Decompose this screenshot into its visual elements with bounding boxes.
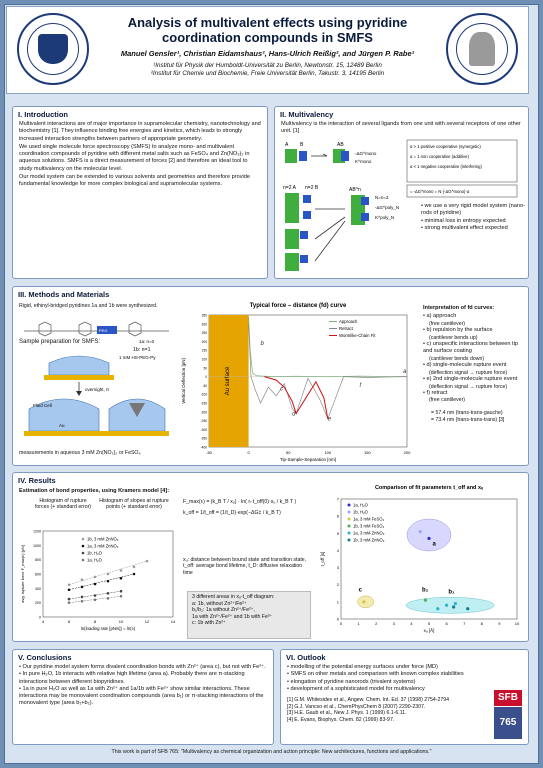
fd-annotation: a xyxy=(403,369,407,376)
k-poly: K^poly_N xyxy=(375,215,395,220)
methods-heading: III. Methods and Materials xyxy=(18,290,110,299)
conclusions-heading: V. Conclusions xyxy=(18,653,72,662)
rf-x-tick: 6 xyxy=(67,619,71,624)
fd-chart-svg xyxy=(179,297,417,463)
multi-heading: II. Multivalency xyxy=(280,110,334,119)
area-c: c: 1b with Zn²⁺ xyxy=(192,620,226,627)
sample-preparation-diagram xyxy=(19,349,179,441)
interp-item: • e) 2nd single-molecule rupture event xyxy=(423,376,527,383)
rf-data-point xyxy=(107,597,110,600)
sample-heading: Sample preparation for SMFS: xyxy=(19,339,101,345)
rf-y-tick: 400 xyxy=(35,586,41,591)
fp-data-point xyxy=(454,602,457,605)
rf-y-tick: 600 xyxy=(35,572,41,577)
area-b-region xyxy=(406,597,494,613)
fd-y-tick: -300 xyxy=(200,427,207,432)
fp-y-tick: 1 xyxy=(336,599,339,605)
dg-relation: = -ΔG^mono = N·(-ΔG^mono)·α xyxy=(410,189,470,194)
fp-data-point xyxy=(419,530,422,533)
fit-parameter-chart xyxy=(317,479,525,639)
interp-sub: (free cantilever) xyxy=(429,320,466,327)
fp-x-tick: 1 xyxy=(357,621,360,626)
fd-y-label: Vertical Deflection [pN] xyxy=(181,358,186,404)
fd-y-tick: 100 xyxy=(201,357,207,362)
rf-y-tick: 800 xyxy=(35,558,41,563)
outlook-section xyxy=(280,649,529,745)
fp-x-tick: 3 xyxy=(392,621,395,626)
fd-y-tick: -200 xyxy=(200,410,207,415)
n1-label: 1b: n=1 xyxy=(133,347,151,353)
affiliations xyxy=(102,62,433,78)
interp-list xyxy=(423,313,527,404)
fp-area-annotation: c xyxy=(358,587,362,594)
poster-header xyxy=(6,6,529,94)
fp-legend-marker xyxy=(348,504,351,507)
fd-y-tick: 350 xyxy=(201,313,207,318)
fd-legend-label: Retract xyxy=(339,326,353,331)
reference: [1] G.M. Whitesides et al., Angew. Chem. Int. Ed. 37 (1998) 2754-2794 xyxy=(287,697,450,704)
fluid-cell-label: Fluid Cell xyxy=(33,403,52,408)
area-b-cont: 1a with Zn²⁺/Fe²⁺ and 1b with Fe²⁺ xyxy=(192,613,273,620)
rigid-text: Rigid, ethinyl-bridged pyridines 1a and 1b were synthesized. xyxy=(19,303,158,309)
kramers-equations xyxy=(183,499,311,557)
fd-annotation: d xyxy=(292,411,296,418)
rf-legend-marker xyxy=(82,538,85,541)
fp-data-point xyxy=(436,607,439,610)
coop-positive: α > 1 positive cooperative (synergetic) xyxy=(410,144,481,149)
conclusion-item: • In pure H₂O, 1b interacts with relative high lifetime (area a). Probably there are π-stacking interactions between different biopyridines. xyxy=(19,671,267,686)
fd-x-tick: 100 xyxy=(324,450,332,455)
intro-paragraph-1: Multivalent interactions are of major importance in supramolecular chemistry, nanotechnology and biochemistry [1]. They influence binding free energies and kinetics, which leads to strongly increased interaction strengths between partners of appropriate geometry. xyxy=(19,121,261,142)
peg-label: 1 mM HS-PEG-Py xyxy=(119,355,156,360)
rf-legend-marker xyxy=(82,559,85,562)
outlook-item: • elongation of pyridine nanorods (trivalent systems) xyxy=(287,679,522,686)
sfb-logo-top: SFB xyxy=(494,690,522,706)
fd-y-tick: 250 xyxy=(201,331,207,336)
fp-x-tick: 4 xyxy=(410,621,413,626)
fp-x-label: xᵤ [Å] xyxy=(423,628,435,633)
coop-negative: α < 1 negative cooperative (interfering) xyxy=(410,164,482,169)
equation-2: k_off = 1/t_off = (1/t_D)·exp(−ΔG‡ / k_B T) xyxy=(183,509,281,516)
label-a: A xyxy=(285,142,289,148)
fp-y-tick: 5 xyxy=(336,530,339,536)
fd-annotation: b xyxy=(260,340,264,347)
areas-title: 3 different areas in xᵤ-t_off diagram: xyxy=(192,594,275,600)
interp-title: Interpretation of fd curves: xyxy=(423,305,495,311)
multi-bullets xyxy=(415,203,527,232)
fp-chart-title: Comparison of fit parameters t_off and xᵤ xyxy=(374,485,484,491)
fd-y-tick: -50 xyxy=(202,383,207,388)
authors: Manuel Gensler¹, Christian Eidamshaus², Hans-Ulrich Reißig², and Jürgen P. Rabe¹ xyxy=(120,49,415,58)
monovalent-scheme xyxy=(285,149,349,163)
hist1-label: Histogram of rupture forces (+ standard error) xyxy=(34,498,92,511)
rf-legend-marker xyxy=(82,545,85,548)
fd-legend-label: Wormlike-Chain Fit xyxy=(339,333,376,338)
rf-y-label: avg. rupture force F_max(rₗ) [pN] xyxy=(20,545,25,603)
fd-legend-label: Approach xyxy=(339,319,358,324)
multi-bullet: • minimal loss in entropy expected xyxy=(421,218,527,225)
rf-x-tick: 8 xyxy=(93,619,97,624)
multi-bullet: • we use a very rigid model system (nano-rods of pyridine) xyxy=(421,203,527,218)
fd-x-tick: 50 xyxy=(285,450,291,455)
references xyxy=(281,693,486,723)
fp-x-tick: 5 xyxy=(427,621,431,626)
fp-y-tick: 7 xyxy=(336,496,339,502)
fd-annotation: e xyxy=(327,416,332,423)
fp-x-tick: 10 xyxy=(514,621,520,626)
fp-legend-label: 1a, H₂O xyxy=(353,502,368,508)
interpretation-panel xyxy=(423,305,527,423)
interp-sub: (cantilever bends down) xyxy=(429,355,485,362)
rf-y-tick: 0 xyxy=(39,615,41,620)
affiliation-2: ²Institut für Chemie und Biochemie, Freie Universität Berlin, Takustr. 3, 14195 Berlin xyxy=(150,70,385,77)
results-heading: IV. Results xyxy=(18,476,56,485)
fd-y-tick: -250 xyxy=(200,419,207,424)
fd-y-tick: 300 xyxy=(201,322,207,327)
fp-data-point xyxy=(424,599,427,602)
rf-x-tick: 12 xyxy=(144,619,150,624)
conclusions-list xyxy=(13,664,273,708)
fp-legend-label: 1a, 3 mM FeSO₄ xyxy=(353,516,385,522)
fd-series-line xyxy=(249,317,407,377)
fp-legend-marker xyxy=(348,525,351,528)
dg-mono: -ΔG^mono xyxy=(355,151,377,156)
fd-series-line xyxy=(264,377,327,419)
outlook-list xyxy=(281,664,528,693)
outlook-item: • SMFS on other metals and comparison with known complex stabilities xyxy=(287,671,522,678)
fd-y-tick: 50 xyxy=(203,366,207,371)
results-section xyxy=(12,472,529,642)
interp-item: • f) retract xyxy=(423,390,527,397)
au-label: Au xyxy=(59,423,65,428)
label-n-b: n=2 B xyxy=(305,185,319,191)
fp-legend-label: 1a, 3 mM ZnNO₃ xyxy=(353,530,385,536)
fp-legend-label: 1b, 3 mM ZnNO₃ xyxy=(353,537,385,543)
fd-x-tick: -50 xyxy=(206,450,212,455)
introduction-section xyxy=(12,106,268,279)
intro-paragraph-3: Our model system can be extended to various solvents and geometries and therefore provide fundamental knowledge for more complex biological and supramolecular systems. xyxy=(19,174,251,188)
rf-data-point xyxy=(146,560,149,563)
interp-sub: (deflection signal → rupture force) xyxy=(429,369,508,376)
kramers-text: Estimation of bond properties, using Kramers model [4]: xyxy=(19,488,170,494)
rf-y-tick: 1200 xyxy=(33,529,41,534)
fd-chart xyxy=(179,297,417,463)
area-b: b₁/b₂: 1a without Zn²⁺/Fe²⁺, xyxy=(192,607,255,614)
fp-y-tick: 3 xyxy=(336,565,339,571)
fp-y-label: t_off [s] xyxy=(320,551,325,567)
rf-legend-label: 1b, 3 mM ZnNO₃ xyxy=(87,536,119,542)
poster-title xyxy=(102,15,433,45)
interp-item: • b) repulsion by the surface xyxy=(423,327,527,334)
rf-data-point xyxy=(120,569,123,572)
interp-item: • c) unspecific interactions between tip and surface coating xyxy=(423,341,527,356)
affiliation-1: ¹Institut für Physik der Humboldt-Universität zu Berlin, Newtonstr. 15, 12489 Berlin xyxy=(153,62,382,69)
divalent-scheme xyxy=(285,193,369,271)
outlook-heading: VI. Outlook xyxy=(286,653,326,662)
measurement-text: measurements in aqueous 3 mM Zn(NO₃)₂ or FeSO₄ xyxy=(19,450,141,456)
svg-text:PEG: PEG xyxy=(99,328,108,333)
fd-x-tick: 0 xyxy=(247,450,250,455)
length-2: = 73.4 nm (trans-trans-trans) [3] xyxy=(431,416,505,423)
fp-data-point xyxy=(362,600,365,603)
label-b: B xyxy=(300,142,304,148)
interp-sub: (cantilever bends up) xyxy=(429,334,478,341)
reference: [3] H.E. Gaub et al., New J. Phys. 1 (1999) 6.1-6.11. xyxy=(287,710,407,717)
multi-description: Multivalency is the interaction of several ligands from one unit with several receptors of one other unit. [1] xyxy=(281,121,521,135)
fp-data-point xyxy=(427,537,430,540)
label-ab-n: AB^n xyxy=(349,187,361,193)
fp-y-tick: 4 xyxy=(336,547,339,553)
fp-legend-marker xyxy=(348,539,351,542)
fp-data-point xyxy=(452,605,455,608)
interp-item: • a) approach xyxy=(423,313,527,320)
fp-legend-label: 1b, H₂O xyxy=(353,509,368,515)
reference: [4] E. Evans, Biophys. Chem. 82 (1999) 83-97. xyxy=(287,716,395,723)
fp-y-tick: 0 xyxy=(336,616,339,622)
rf-data-point xyxy=(133,566,136,569)
rupture-force-svg xyxy=(19,525,179,637)
fd-y-tick: -150 xyxy=(200,401,207,406)
conclusion-item: • Our pyridine model system forms divalent coordination bonds with Zn²⁺ (area c), but not with Fe²⁺. xyxy=(19,664,267,671)
overnight-label: overnight, rt xyxy=(85,387,109,392)
n0-label: 1a: n=0 xyxy=(139,339,155,344)
fp-area-annotation: b₂ xyxy=(421,587,429,594)
fd-y-tick: 200 xyxy=(201,339,207,344)
area-c-region xyxy=(358,596,374,608)
reference: [2] G.J. Vancso et al., ChemPhysChem 8 (2007) 2290-2307. xyxy=(287,703,426,710)
fp-legend-marker xyxy=(348,518,351,521)
equation-1: F_max(rₗ) = (k_B T / xᵤ) · ln( rₗ·t_off(0)·xᵤ / k_B T ) xyxy=(183,499,297,505)
footer: This work is part of SFB 765: "Multivalency as chemical organization and action principle: New architectures, functions and applications." xyxy=(111,749,432,755)
rupture-force-chart xyxy=(19,525,179,637)
rf-legend-marker xyxy=(82,552,85,555)
au-surface-label: Au surface xyxy=(224,366,231,396)
fp-x-tick: 0 xyxy=(339,621,343,626)
multivalency-section xyxy=(274,106,529,279)
fd-chart-title: Typical force – distance (fd) curve xyxy=(249,303,347,309)
interp-sub: (free cantilever) xyxy=(429,397,466,404)
intro-heading: I. Introduction xyxy=(18,110,68,119)
area-a: a: 1b, without Zn²⁺/Fe²⁺ xyxy=(192,600,247,607)
university-seal-left xyxy=(17,13,89,85)
fp-legend-marker xyxy=(348,532,351,535)
fd-x-tick: 150 xyxy=(364,450,371,455)
title-line-1: Analysis of multivalent effects using pyridine xyxy=(127,15,408,30)
university-seal-right xyxy=(446,13,518,85)
interp-item: • d) single-molecule rupture event xyxy=(423,362,527,369)
fp-x-tick: 2 xyxy=(375,621,378,626)
fd-y-tick: -100 xyxy=(200,392,207,397)
rf-x-tick: 14 xyxy=(170,619,176,624)
methods-section xyxy=(12,286,529,466)
length-1: = 57.4 nm (trans-trans-gauche) xyxy=(431,410,503,417)
rf-legend-label: 1a, 3 mM ZnNO₃ xyxy=(87,543,119,549)
label-ab: AB xyxy=(337,142,344,148)
fd-y-tick: -400 xyxy=(200,445,207,450)
rf-legend-label: 1a, H₂O xyxy=(87,557,102,563)
fd-y-tick: 150 xyxy=(201,348,207,353)
area-a-region xyxy=(407,519,451,551)
fd-y-tick: -350 xyxy=(200,436,207,441)
xu-description: xᵤ: distance between bound state and transition state, t_off: average bond lifetime, t_D: diffusive relaxation time xyxy=(183,557,307,576)
sfb-logo-bottom: 765 xyxy=(494,707,522,739)
fd-x-tick: 200 xyxy=(403,450,411,455)
outlook-item: • modelling of the potential energy surfaces under force (MD) xyxy=(287,664,522,671)
fp-area-annotation: b₁ xyxy=(448,589,455,596)
fd-y-tick: 0 xyxy=(205,375,207,380)
rf-legend-label: 1b, H₂O xyxy=(87,550,102,556)
fd-series-line xyxy=(249,324,407,419)
fd-x-label: Tip-Sample-Separation [nm] xyxy=(279,457,337,462)
fp-data-point xyxy=(445,604,448,607)
fd-annotation: c xyxy=(280,386,284,393)
rf-y-tick: 200 xyxy=(35,601,41,606)
fp-x-tick: 9 xyxy=(498,621,501,626)
fp-x-tick: 7 xyxy=(463,621,466,626)
fp-x-tick: 6 xyxy=(445,621,448,626)
n-equals: N=n=2 xyxy=(375,195,389,200)
dg-poly: -ΔG^poly_N xyxy=(375,205,400,210)
intro-paragraph-2: We used single molecule force spectroscopy (SMFS) to analyze mono- and multivalent coordination compounds of pyridine with different metal salts such as FeSO₄ and Zn(NO₃)₂ in aqueous solutions. SMFS is a direct measurement of forces [2] and therefore an ideal tool to study multivalency on the molecular level. xyxy=(19,143,250,172)
rf-x-tick: 10 xyxy=(118,619,124,624)
fp-x-tick: 8 xyxy=(480,621,483,626)
fp-legend-label: 1b, 3 mM FeSO₄ xyxy=(353,523,385,529)
fp-y-tick: 6 xyxy=(336,513,339,519)
outlook-item: • development of a sophisticated model for multivalency xyxy=(287,686,522,693)
rf-x-label: ln(loading rate [pN/s]) = ln(rₗ) xyxy=(80,626,136,631)
conclusions-section xyxy=(12,649,274,745)
areas-box xyxy=(187,591,311,639)
rf-y-tick: 1000 xyxy=(33,543,41,548)
multi-bullet: • strong multivalent effect expected xyxy=(421,225,527,232)
interp-sub: (deflection signal → rupture force) xyxy=(429,383,508,390)
fp-legend-marker xyxy=(348,511,351,514)
fp-y-tick: 2 xyxy=(336,582,339,588)
conclusion-item: • 1a in pure H₂O as well as 1a with Zn²⁺ and 1a/1b with Fe²⁺ show similar interactions. These interactions may be monovalent coordination compounds (area b₁) or π-stacking interactions of the monovalent type (area b₁+b₂). xyxy=(19,686,267,708)
label-n-a: n=2 A xyxy=(283,185,296,191)
k-mono: K^mono xyxy=(355,159,372,164)
fp-area-annotation: a xyxy=(432,541,436,548)
fit-parameter-svg xyxy=(317,479,525,639)
fp-data-point xyxy=(466,607,469,610)
coop-none: α = 1 non cooperative (additive) xyxy=(410,154,469,159)
fd-annotation: f xyxy=(359,383,362,390)
rf-x-tick: 4 xyxy=(41,619,45,624)
sfb-logo xyxy=(494,690,522,740)
title-line-2: coordination compounds in SMFS xyxy=(162,30,373,45)
hist2-label: Histogram of slopes at rupture points (+ standard error) xyxy=(99,498,169,511)
